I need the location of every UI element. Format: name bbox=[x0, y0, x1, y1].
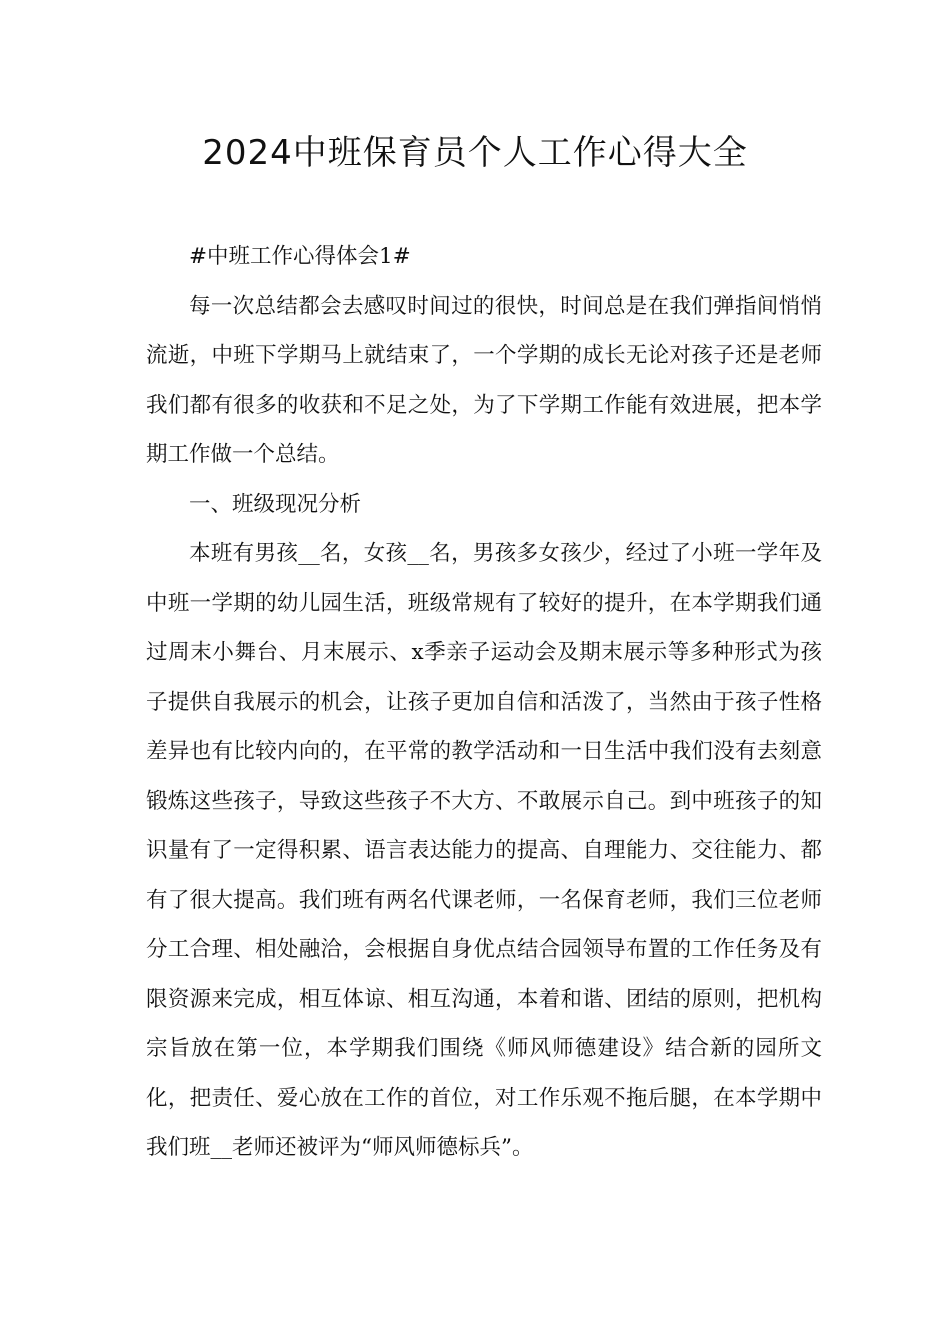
intro-paragraph: 每一次总结都会去感叹时间过的很快，时间总是在我们弹指间悄悄流逝，中班下学期马上就结束了，一个学期的成长无论对孩子还是老师我们都有很多的收获和不足之处，为了下学期工作能有效进展，把本学期工作做一个总结。 bbox=[146, 293, 822, 467]
document-title: 2024中班保育员个人工作心得大全 bbox=[202, 133, 748, 173]
section-heading: 一、班级现况分析 bbox=[189, 491, 362, 517]
document-body bbox=[146, 232, 822, 1173]
section-tag: #中班工作心得体会1# bbox=[189, 244, 411, 269]
analysis-paragraph: 本班有男孩__名，女孩__名，男孩多女孩少，经过了小班一学年及中班一学期的幼儿园生活，班级常规有了较好的提升，在本学期我们通过周末小舞台、月末展示、x季亲子运动会及期末展示等多种形式为孩子提供自我展示的机会，让孩子更加自信和活泼了，当然由于孩子性格差异也有比较内向的，在平常的教学活动和一日生活中我们没有去刻意锻炼这些孩子，导致这些孩子不大方、不敢展示自己。到中班孩子的知识量有了一定得积累、语言表达能力的提高、自理能力、交往能力、都有了很大提高。我们班有两名代课老师，一名保育老师，我们三位老师分工合理、相处融洽，会根据自身优点结合园领导布置的工作任务及有限资源来完成，相互体谅、相互沟通，本着和谐、团结的原则，把机构宗旨放在第一位，本学期我们围绕《师风师德建设》结合新的园所文化，把责任、爱心放在工作的首位，对工作乐观不拖后腿，在本学期中我们班__老师还被评为“师风师德标兵”。 bbox=[146, 541, 822, 1160]
